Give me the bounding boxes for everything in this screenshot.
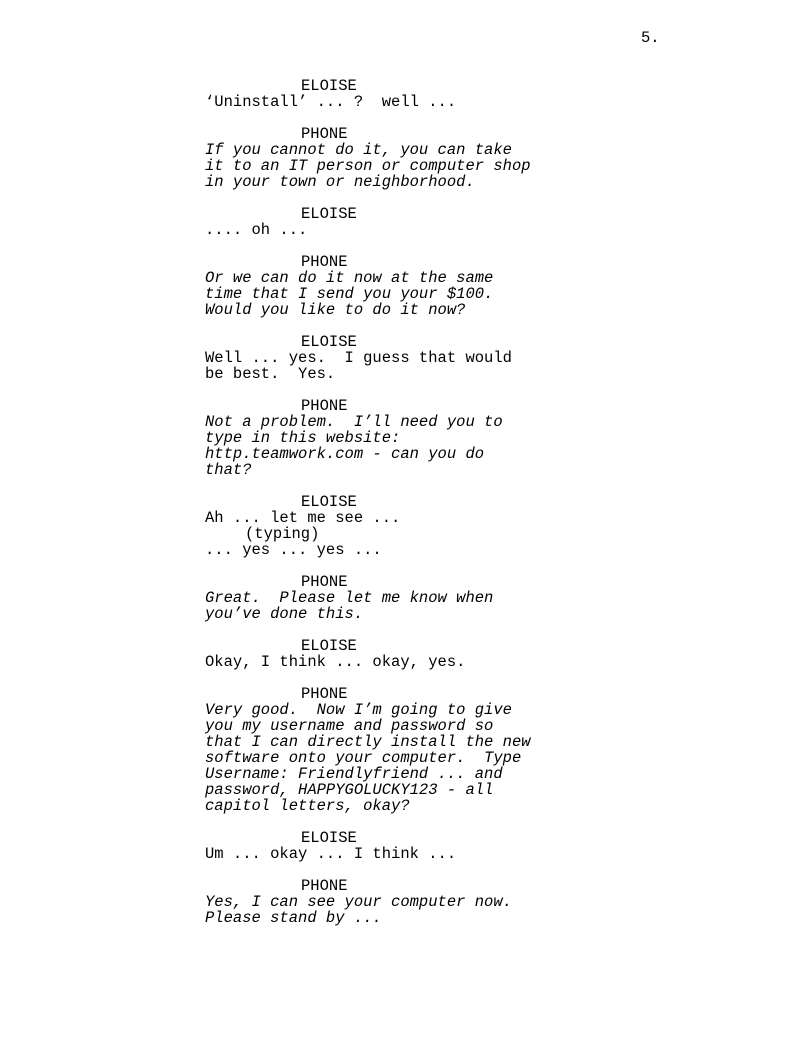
dialogue-line: Very good. Now I’m going to give — [205, 701, 512, 719]
dialogue-line: time that I send you your $100. — [205, 285, 494, 303]
dialogue-line: Or we can do it now at the same — [205, 269, 494, 287]
character-name: ELOISE — [301, 77, 357, 95]
dialogue-line: Not a problem. I’ll need you to — [205, 413, 503, 431]
character-name: ELOISE — [301, 493, 357, 511]
dialogue-block — [205, 334, 625, 382]
dialogue-block — [205, 398, 625, 478]
dialogue-line: Um ... okay ... I think ... — [205, 845, 457, 863]
character-name: ELOISE — [301, 333, 357, 351]
dialogue-line: Username: Friendlyfriend ... and — [205, 765, 503, 783]
screenplay-body — [205, 78, 625, 942]
character-name: ELOISE — [301, 829, 357, 847]
dialogue-line: that I can directly install the new — [205, 733, 531, 751]
dialogue-line: Please stand by ... — [205, 909, 382, 927]
dialogue-line: password, HAPPYGOLUCKY123 - all — [205, 781, 494, 799]
character-name: ELOISE — [301, 637, 357, 655]
character-name: PHONE — [301, 397, 348, 415]
character-name: ELOISE — [301, 205, 357, 223]
dialogue-line: If you cannot do it, you can take — [205, 141, 512, 159]
dialogue-line: capitol letters, okay? — [205, 797, 410, 815]
dialogue-block — [205, 878, 625, 926]
dialogue-block — [205, 494, 625, 558]
character-name: PHONE — [301, 877, 348, 895]
parenthetical: (typing) — [245, 525, 320, 543]
dialogue-line: you’ve done this. — [205, 605, 364, 623]
character-name: PHONE — [301, 253, 348, 271]
dialogue-line: in your town or neighborhood. — [205, 173, 475, 191]
dialogue-line: type in this website: — [205, 429, 401, 447]
dialogue-line: be best. Yes. — [205, 365, 336, 383]
dialogue-line: that? — [205, 461, 252, 479]
dialogue-line: ‘Uninstall’ ... ? well ... — [205, 93, 457, 111]
dialogue-line: .... oh ... — [205, 221, 308, 239]
dialogue-line: Great. Please let me know when — [205, 589, 494, 607]
dialogue-block — [205, 830, 625, 862]
character-name: PHONE — [301, 685, 348, 703]
dialogue-line: Well ... yes. I guess that would — [205, 349, 512, 367]
dialogue-block — [205, 78, 625, 110]
dialogue-line: software onto your computer. Type — [205, 749, 522, 767]
dialogue-block — [205, 254, 625, 318]
character-name: PHONE — [301, 573, 348, 591]
dialogue-line: http.teamwork.com - can you do — [205, 445, 485, 463]
dialogue-line: Okay, I think ... okay, yes. — [205, 653, 466, 671]
dialogue-line: it to an IT person or computer shop — [205, 157, 531, 175]
dialogue-block — [205, 206, 625, 238]
dialogue-block — [205, 126, 625, 190]
dialogue-line: Ah ... let me see ... — [205, 509, 401, 527]
dialogue-line: you my username and password so — [205, 717, 494, 735]
dialogue-block — [205, 574, 625, 622]
dialogue-line: Would you like to do it now? — [205, 301, 466, 319]
dialogue-block — [205, 638, 625, 670]
dialogue-line: Yes, I can see your computer now. — [205, 893, 512, 911]
dialogue-block — [205, 686, 625, 814]
character-name: PHONE — [301, 125, 348, 143]
page-number: 5. — [641, 29, 660, 47]
dialogue-line: ... yes ... yes ... — [205, 541, 382, 559]
